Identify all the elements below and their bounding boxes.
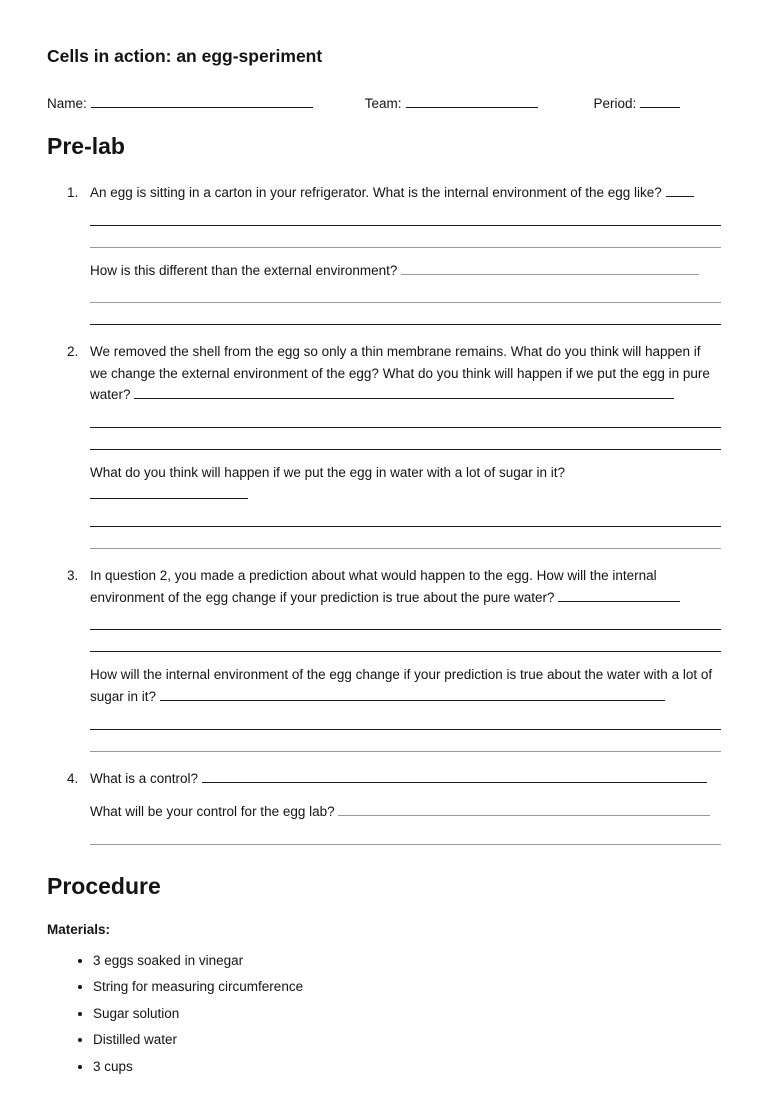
question-part [90, 341, 721, 450]
team-field [365, 95, 538, 111]
answer-line [90, 428, 721, 450]
question-number: 2. [67, 344, 79, 360]
name-label: Name: [47, 96, 87, 111]
answer-line [160, 687, 665, 701]
question-2 [47, 341, 721, 549]
question-text: In question 2, you made a prediction about what would happen to the egg. How will the internal environment of the egg change if your prediction is true about the pure water? [90, 568, 657, 605]
list-item: • 3 eggs soaked in vinegar [93, 951, 721, 971]
answer-line [90, 630, 721, 652]
question-body [90, 768, 721, 845]
answer-line [90, 823, 721, 845]
list-item: • String for measuring circumference [93, 977, 721, 997]
question-part [90, 260, 721, 326]
answer-line [401, 261, 699, 275]
question-part [90, 565, 721, 652]
question-part [90, 462, 721, 549]
answer-line [90, 505, 721, 527]
question-number: 3. [67, 568, 79, 584]
materials-label: Materials: [47, 921, 111, 937]
question-text: How is this different than the external environment? [90, 262, 398, 278]
materials-list [75, 951, 721, 1077]
procedure-heading: Procedure [47, 872, 161, 899]
name-field [47, 95, 313, 111]
period-field [594, 95, 681, 111]
answer-line [90, 303, 721, 325]
team-blank-line [406, 95, 538, 108]
answer-line [134, 385, 674, 399]
question-part [90, 801, 721, 845]
question-text: What will be your control for the egg lab? [90, 804, 335, 820]
period-blank-line [640, 95, 680, 108]
question-body [90, 182, 721, 325]
document-title: Cells in action: an egg-speriment [47, 46, 323, 66]
question-text: We removed the shell from the egg so only a thin membrane remains. What do you think will happen if we change the external environment of the egg? What do you think will happen if we put the egg in pure water? [90, 344, 710, 403]
question-4 [47, 768, 721, 845]
list-item: • Distilled water [93, 1030, 721, 1050]
question-part [90, 664, 721, 751]
question-part [90, 182, 721, 248]
answer-line [90, 730, 721, 752]
question-text: An egg is sitting in a carton in your refrigerator. What is the internal environment of the egg like? [90, 185, 662, 200]
answer-line [90, 608, 721, 630]
answer-line [90, 406, 721, 428]
team-label: Team: [364, 96, 402, 111]
answer-line [90, 708, 721, 730]
question-body [90, 565, 721, 751]
answer-line [558, 588, 680, 602]
answer-line [90, 204, 721, 226]
list-item: • 3 cups [93, 1057, 721, 1077]
question-1 [47, 182, 721, 325]
answer-line [90, 226, 721, 248]
questions-list [47, 182, 721, 845]
period-label: Period: [593, 96, 637, 111]
question-body [90, 341, 721, 549]
question-text: What is a control? [90, 770, 199, 786]
list-item: • Sugar solution [93, 1004, 721, 1024]
answer-line [666, 183, 694, 197]
answer-line [90, 527, 721, 549]
question-part [90, 768, 721, 790]
answer-line [90, 281, 721, 303]
answer-line [90, 485, 248, 499]
prelab-heading: Pre-lab [47, 133, 125, 159]
question-text: How will the internal environment of the egg change if your prediction is true about the water with a lot of sugar in it? [90, 667, 713, 704]
name-blank-line [91, 95, 313, 108]
answer-line [338, 802, 710, 816]
question-number: 1. [67, 185, 79, 200]
question-3 [47, 565, 721, 751]
answer-line [202, 769, 707, 783]
question-text: What do you think will happen if we put the egg in water with a lot of sugar in it? [90, 464, 566, 480]
header-fields [47, 95, 721, 111]
question-number: 4. [67, 770, 79, 786]
